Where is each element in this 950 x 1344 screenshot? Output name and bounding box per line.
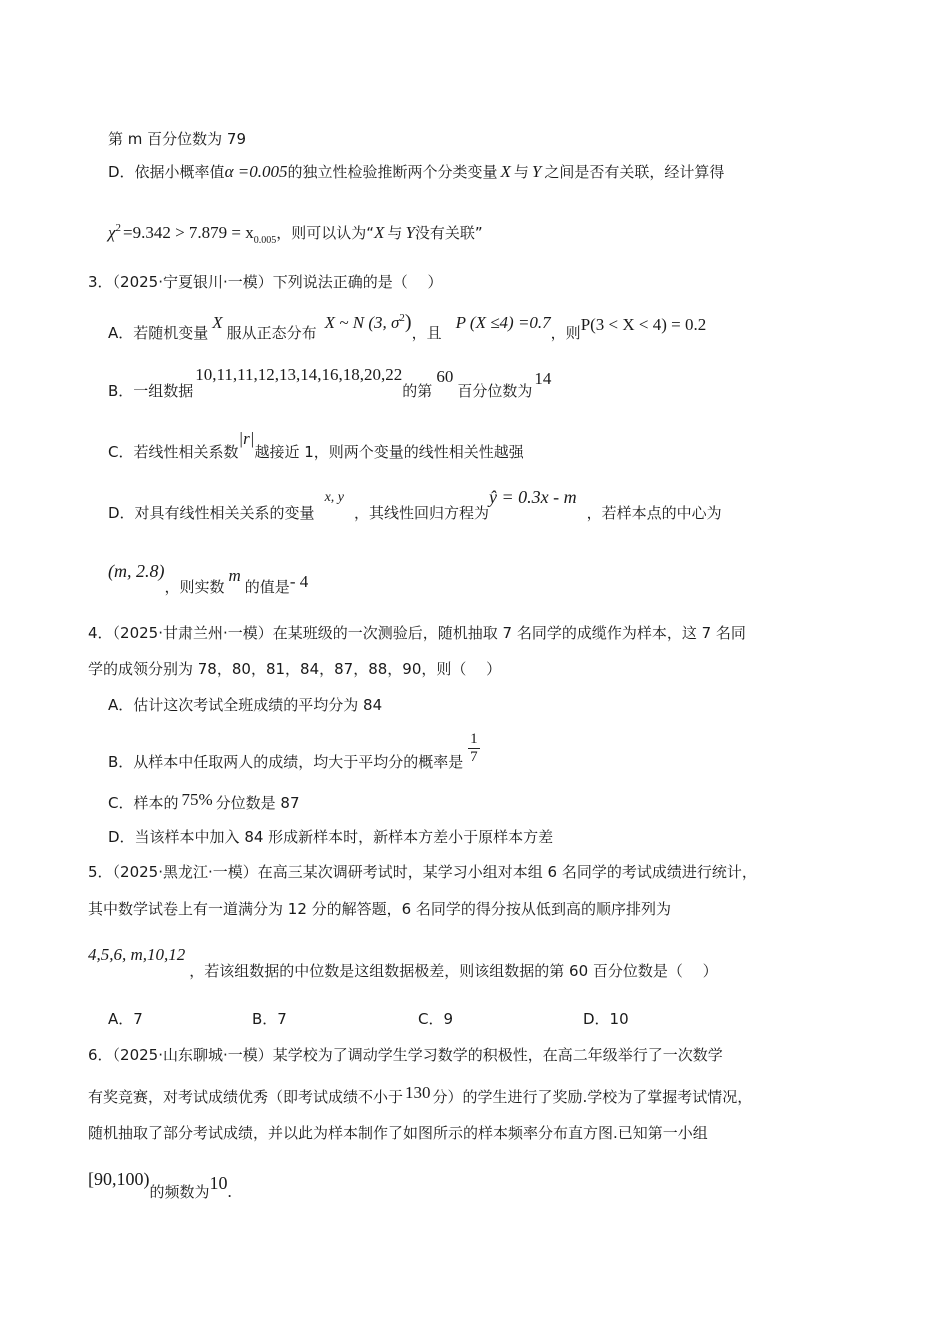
q6-stem2a: 有奖竞赛，对考试成绩优秀（即考试成绩不小于 bbox=[88, 1088, 404, 1106]
q3-a-text: A．若随机变量 bbox=[108, 324, 209, 342]
q5-option-a: A．7 bbox=[108, 1010, 143, 1028]
q3-d-eq: ŷ = 0.3x - m bbox=[489, 487, 577, 507]
q2-d-alpha: α =0.005 bbox=[224, 162, 288, 181]
q3-b-data: 10,11,11,12,13,14,16,18,20,22 bbox=[195, 365, 403, 384]
q3-d-text2: ，其线性回归方程为 bbox=[354, 504, 490, 522]
q3-a-text4: ，则 bbox=[550, 324, 581, 342]
q3-a-dist: X ~ N (3, σ bbox=[324, 313, 400, 332]
q5-stem-line2: 其中数学试卷上有一道满分为 12 分的解答题，6 名同学的得分按从低到高的顺序排列为 bbox=[88, 900, 671, 918]
q3-b-text2: 的第 bbox=[402, 382, 433, 400]
q6-period: . bbox=[227, 1182, 232, 1201]
q3-d-text5: 的值是 bbox=[244, 578, 290, 596]
q4-stem-line2: 学的成领分别为 78，80，81，84，87，88，90，则（ ） bbox=[88, 660, 502, 678]
q4-b-text: B．从样本中任取两人的成绩，均大于平均分的概率是 bbox=[108, 753, 464, 771]
q2-d-text: D．依据小概率值 bbox=[108, 163, 225, 181]
q3-option-b bbox=[108, 365, 552, 400]
q2-option-c-continuation: 第 m 百分位数为 79 bbox=[108, 130, 247, 148]
q3-c-r: |r| bbox=[238, 429, 255, 448]
q2-d-Y: Y bbox=[531, 162, 542, 181]
q6-stem-line1: 6．（2025·山东聊城·一模）某学校为了调动学生学习数学的积极性，在高二年级举行了一次数学 bbox=[88, 1046, 723, 1064]
q2-d-chi-val: =9.342 > 7.879 = x bbox=[122, 223, 254, 242]
q5-option-c: C．9 bbox=[418, 1010, 454, 1028]
q3-a-dist-end: ) bbox=[404, 311, 412, 333]
q2-d-chi-sub: 0.005 bbox=[253, 235, 277, 246]
q3-d-val: - 4 bbox=[289, 572, 309, 591]
q6-stem-line3: 随机抽取了部分考试成绩，并以此为样本制作了如图所示的样本频率分布直方图.已知第一小组 bbox=[88, 1124, 708, 1142]
q4-b-fraction bbox=[468, 731, 480, 766]
q3-d-pt: (m, 2.8) bbox=[108, 561, 165, 581]
q5-option-b: B．7 bbox=[252, 1010, 287, 1028]
q4-option-c bbox=[108, 790, 300, 812]
q4-b-num: 1 bbox=[470, 731, 478, 747]
q2-d-chi: χ bbox=[108, 223, 116, 242]
q3-c-text2: 越接近 1，则两个变量的线性相关性越强 bbox=[254, 443, 524, 461]
q4-option-b bbox=[108, 731, 480, 771]
q3-a-p1: P (X ≤4) =0.7 bbox=[455, 313, 551, 332]
q2-d-yu: 与 bbox=[513, 163, 529, 181]
q2-d-text2: 的独立性检验推断两个分类变量 bbox=[287, 163, 498, 181]
q4-option-d: D．当该样本中加入 84 形成新样本时，新样本方差小于原样本方差 bbox=[108, 828, 554, 846]
q3-b-14: 14 bbox=[534, 369, 552, 388]
q3-d-text4: ，则实数 bbox=[164, 578, 225, 596]
q4-stem-line1: 4．（2025·甘肃兰州·一模）在某班级的一次测验后，随机抽取 7 名同学的成缆作为样本，这 7 名同 bbox=[88, 624, 746, 642]
q3-b-60: 60 bbox=[436, 367, 454, 386]
q6-stem2b: 分）的学生进行了奖励.学校为了掌握考试情况， bbox=[432, 1088, 753, 1106]
q4-c-pct: 75% bbox=[181, 790, 213, 809]
q2-d-Y2: Y bbox=[405, 223, 415, 242]
q3-a-text2: 服从正态分布 bbox=[226, 324, 317, 342]
q6-10: 10 bbox=[209, 1173, 228, 1193]
q3-d-xy: x, y bbox=[324, 490, 344, 505]
q3-a-text3: ，且 bbox=[411, 324, 442, 342]
q3-d-text3: ，若样本点的中心为 bbox=[586, 504, 722, 522]
q5-stem-line3 bbox=[88, 945, 718, 980]
q5-stem-line1: 5．（2025·黑龙江·一模）在高三某次调研考试时，某学习小组对本组 6 名同学的考试成绩进行统计， bbox=[88, 863, 757, 881]
q6-interval: [90,100) bbox=[88, 1169, 150, 1189]
q6-stem-line2 bbox=[88, 1083, 753, 1106]
q6-stem4a: 的频数为 bbox=[149, 1183, 210, 1201]
q3-d-text: D．对具有线性相关关系的变量 bbox=[108, 504, 315, 522]
q3-option-d-line2 bbox=[108, 561, 309, 596]
q6-130: 130 bbox=[405, 1083, 431, 1102]
q4-c-text2: 分位数是 87 bbox=[215, 794, 300, 812]
q3-a-X: X bbox=[212, 313, 223, 332]
q3-a-p2: P(3 < X < 4) = 0.2 bbox=[580, 315, 707, 334]
q3-option-a bbox=[108, 311, 707, 342]
q2-d-text3: 之间是否有关联，经计算得 bbox=[544, 163, 725, 181]
q3-d-m: m bbox=[228, 566, 241, 585]
q3-option-d bbox=[108, 486, 722, 522]
q2-d-text4: ，则可以认为“ bbox=[276, 224, 375, 242]
q5-data: 4,5,6, m,10,12 bbox=[88, 945, 186, 964]
q2-option-d-line1 bbox=[108, 163, 724, 180]
q6-stem-line4 bbox=[88, 1169, 232, 1201]
q4-option-a: A．估计这次考试全班成绩的平均分为 84 bbox=[108, 696, 383, 714]
q5-option-d: D．10 bbox=[583, 1010, 629, 1028]
q4-b-den: 7 bbox=[470, 749, 478, 765]
q2-d-yu2: 与 bbox=[387, 224, 403, 242]
q3-b-text3: 百分位数为 bbox=[457, 382, 533, 400]
q2-d-text5: 没有关联” bbox=[414, 224, 483, 242]
q3-c-text: C．若线性相关系数 bbox=[108, 443, 239, 461]
q2-d-X2: X bbox=[374, 223, 385, 242]
q4-c-text: C．样本的 bbox=[108, 794, 179, 812]
q5-stem3: ，若该组数据的中位数是这组数据极差，则该组数据的第 60 百分位数是（ ） bbox=[189, 962, 718, 980]
q2-option-d-line2 bbox=[108, 222, 483, 246]
q2-d-X: X bbox=[500, 162, 511, 181]
q3-b-text: B．一组数据 bbox=[108, 382, 194, 400]
q3-stem: 3．（2025·宁夏银川·一模）下列说法正确的是（ ） bbox=[88, 273, 443, 291]
q3-option-c bbox=[108, 429, 524, 461]
q3-a-dist-sup: 2 bbox=[399, 312, 405, 324]
q2-d-chi-sup: 2 bbox=[115, 222, 121, 234]
